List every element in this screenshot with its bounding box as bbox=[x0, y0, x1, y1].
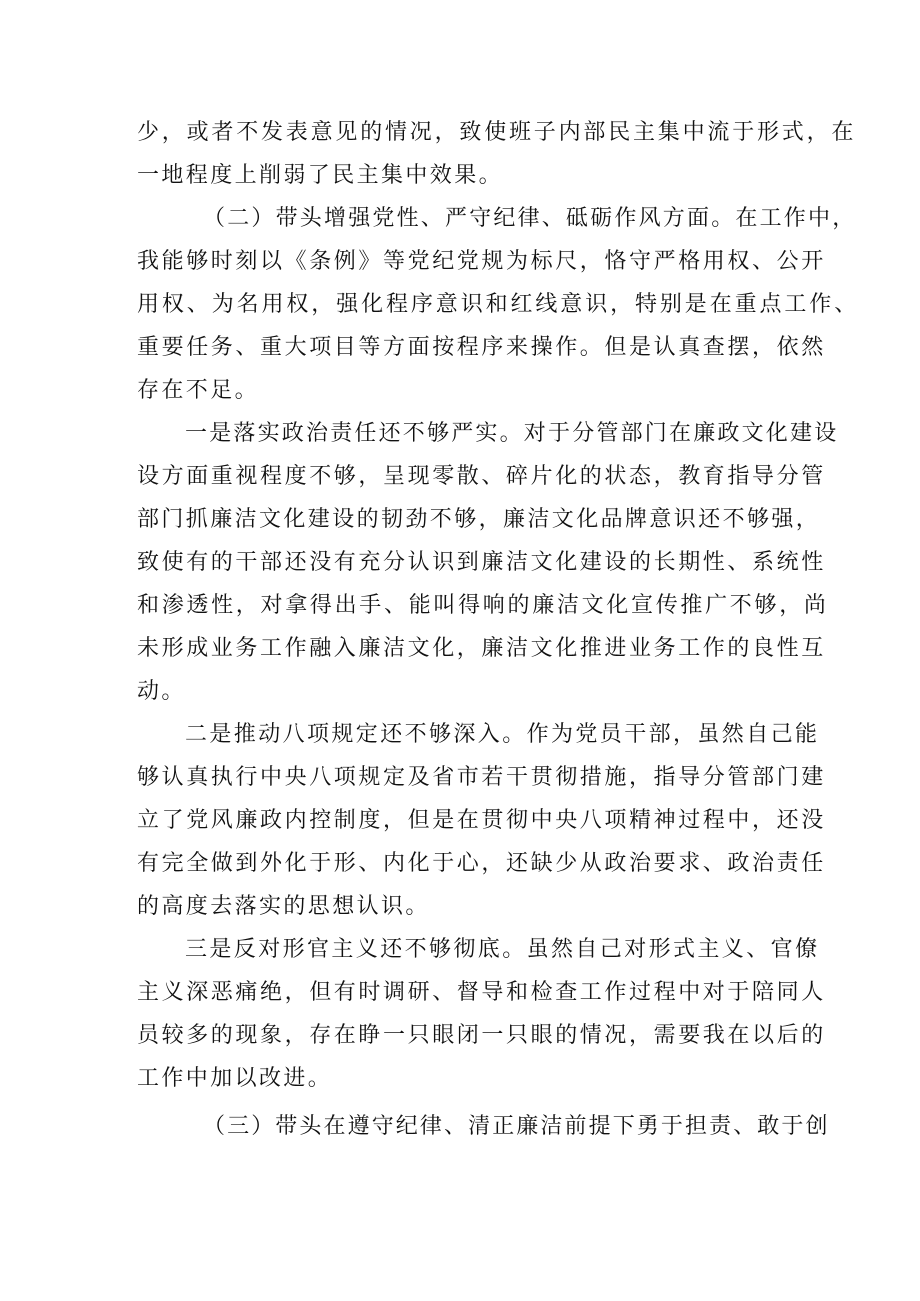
section-heading: （三）带头在遵守纪律、清正廉洁前提下勇于担责、敢于创 bbox=[203, 1114, 830, 1139]
text-line: 员较多的现象，存在睁一只眼闭一只眼的情况，需要我在以后的 bbox=[137, 1023, 826, 1048]
paragraph-start: 三是反对形官主义还不够彻底。虽然自己对形式主义、官僚 bbox=[185, 937, 820, 962]
text-line: 重要任务、重大项目等方面按程序来操作。但是认真查摆，依然 bbox=[137, 335, 826, 360]
text-line: 动。 bbox=[137, 679, 186, 704]
text-line: 致使有的干部还没有充分认识到廉洁文化建设的长期性、系统性 bbox=[137, 550, 826, 575]
paragraph-start: 一是落实政治责任还不够严实。对于分管部门在廉政文化建设 bbox=[185, 421, 839, 446]
text-line: 未形成业务工作融入廉洁文化，廉洁文化推进业务工作的良性互 bbox=[137, 636, 826, 661]
text-line: 和渗透性，对拿得出手、能叫得响的廉洁文化宣传推广不够，尚 bbox=[137, 593, 829, 618]
text-line: 部门抓廉洁文化建设的韧劲不够，廉洁文化品牌意识还不够强， bbox=[137, 507, 821, 532]
text-line: 我能够时刻以《条例》等党纪党规为标尺，恪守严格用权、公开 bbox=[137, 249, 826, 274]
text-line: 有完全做到外化于形、内化于心，还缺少从政治要求、政治责任 bbox=[137, 851, 826, 876]
text-line: 的高度去落实的思想认识。 bbox=[137, 894, 430, 919]
text-line: 存在不足。 bbox=[137, 378, 260, 403]
text-line: 一地程度上削弱了民主集中效果。 bbox=[137, 163, 504, 188]
paragraph-start: 二是推动八项规定还不够深入。作为党员干部，虽然自己能 bbox=[185, 722, 820, 747]
text-line: 立了党风廉政内控制度，但是在贯彻中央八项精神过程中，还没 bbox=[137, 808, 826, 833]
text-line: 少，或者不发表意见的情况，致使班子内部民主集中流于形式，在 bbox=[137, 120, 857, 145]
text-line: 用权、为名用权，强化程序意识和红线意识，特别是在重点工作、 bbox=[137, 292, 860, 317]
section-heading: （二）带头增强党性、严守纪律、砥砺作风方面。在工作中， bbox=[203, 206, 857, 231]
text-line: 工作中加以改进。 bbox=[137, 1066, 333, 1091]
text-line: 够认真执行中央八项规定及省市若干贯彻措施，指导分管部门建 bbox=[137, 765, 826, 790]
text-line: 主义深恶痛绝，但有时调研、督导和检查工作过程中对于陪同人 bbox=[137, 980, 826, 1005]
text-line: 设方面重视程度不够，呈现零散、碎片化的状态，教育指导分管 bbox=[137, 464, 826, 489]
